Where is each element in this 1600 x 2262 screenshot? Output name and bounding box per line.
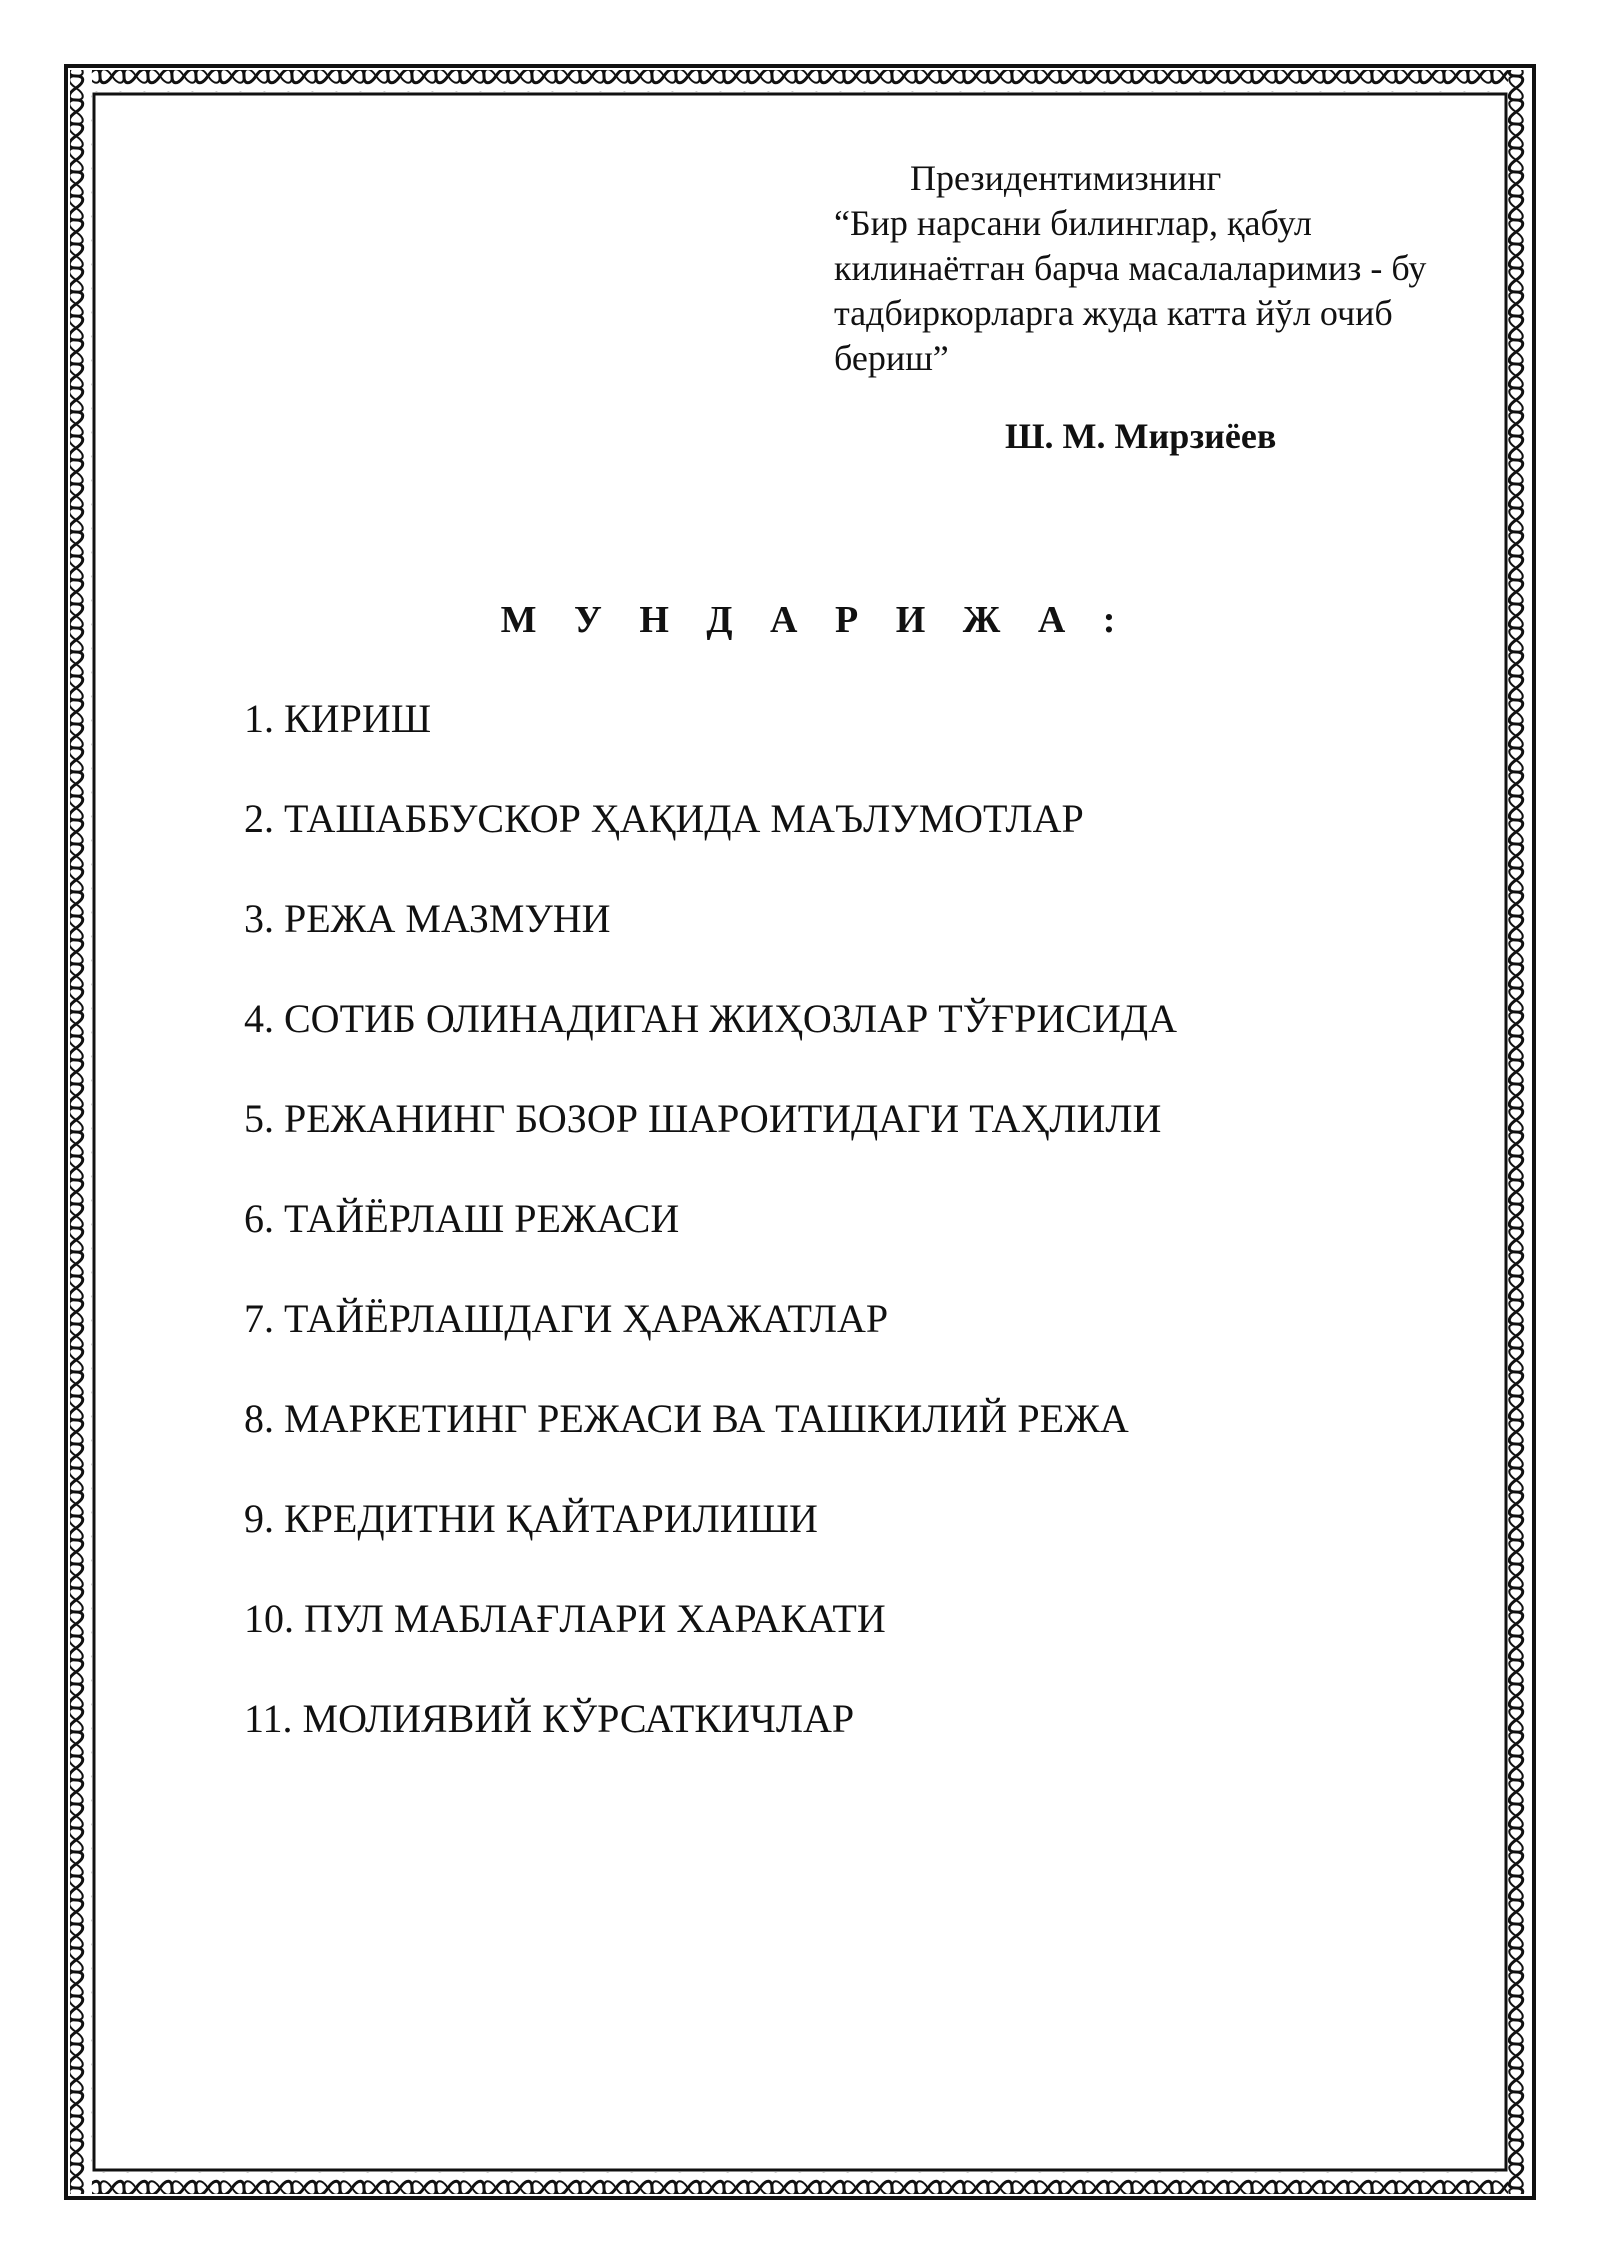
- epigraph-lead: Президентимизнинг: [910, 158, 1222, 198]
- toc-item: 2. ТАШАББУСКОР ҲАҚИДА МАЪЛУМОТЛАР: [244, 796, 1084, 841]
- epigraph-block: [834, 156, 1474, 381]
- toc-item: 3. РЕЖА МАЗМУНИ: [244, 896, 611, 941]
- table-of-contents: [244, 696, 1177, 1796]
- toc-item: 4. СОТИБ ОЛИНАДИГАН ЖИҲОЗЛАР ТЎҒРИСИДА: [244, 996, 1178, 1041]
- toc-item: 6. ТАЙЁРЛАШ РЕЖАСИ: [244, 1196, 680, 1241]
- toc-item: 10. ПУЛ МАБЛАҒЛАРИ ХАРАКАТИ: [244, 1596, 886, 1641]
- toc-item: 5. РЕЖАНИНГ БОЗОР ШАРОИТИДАГИ ТАҲЛИЛИ: [244, 1096, 1162, 1141]
- epigraph-author: Ш. М. Мирзиёев: [1005, 416, 1277, 456]
- toc-item: 1. КИРИШ: [244, 696, 432, 741]
- toc-item: 9. КРЕДИТНИ ҚАЙТАРИЛИШИ: [244, 1496, 818, 1541]
- toc-title: М У Н Д А Р И Ж А :: [500, 599, 1130, 641]
- toc-item: 8. МАРКЕТИНГ РЕЖАСИ ВА ТАШКИЛИЙ РЕЖА: [244, 1396, 1129, 1441]
- epigraph-quote: “Бир нарсани билинглар, қабул килинаётган барча масалаларимиз - бу тадбиркорларга жуда катта йўл очиб бериш”: [834, 203, 1427, 378]
- toc-item: 11. МОЛИЯВИЙ КЎРСАТКИЧЛАР: [244, 1696, 855, 1741]
- toc-item: 7. ТАЙЁРЛАШДАГИ ҲАРАЖАТЛАР: [244, 1296, 889, 1341]
